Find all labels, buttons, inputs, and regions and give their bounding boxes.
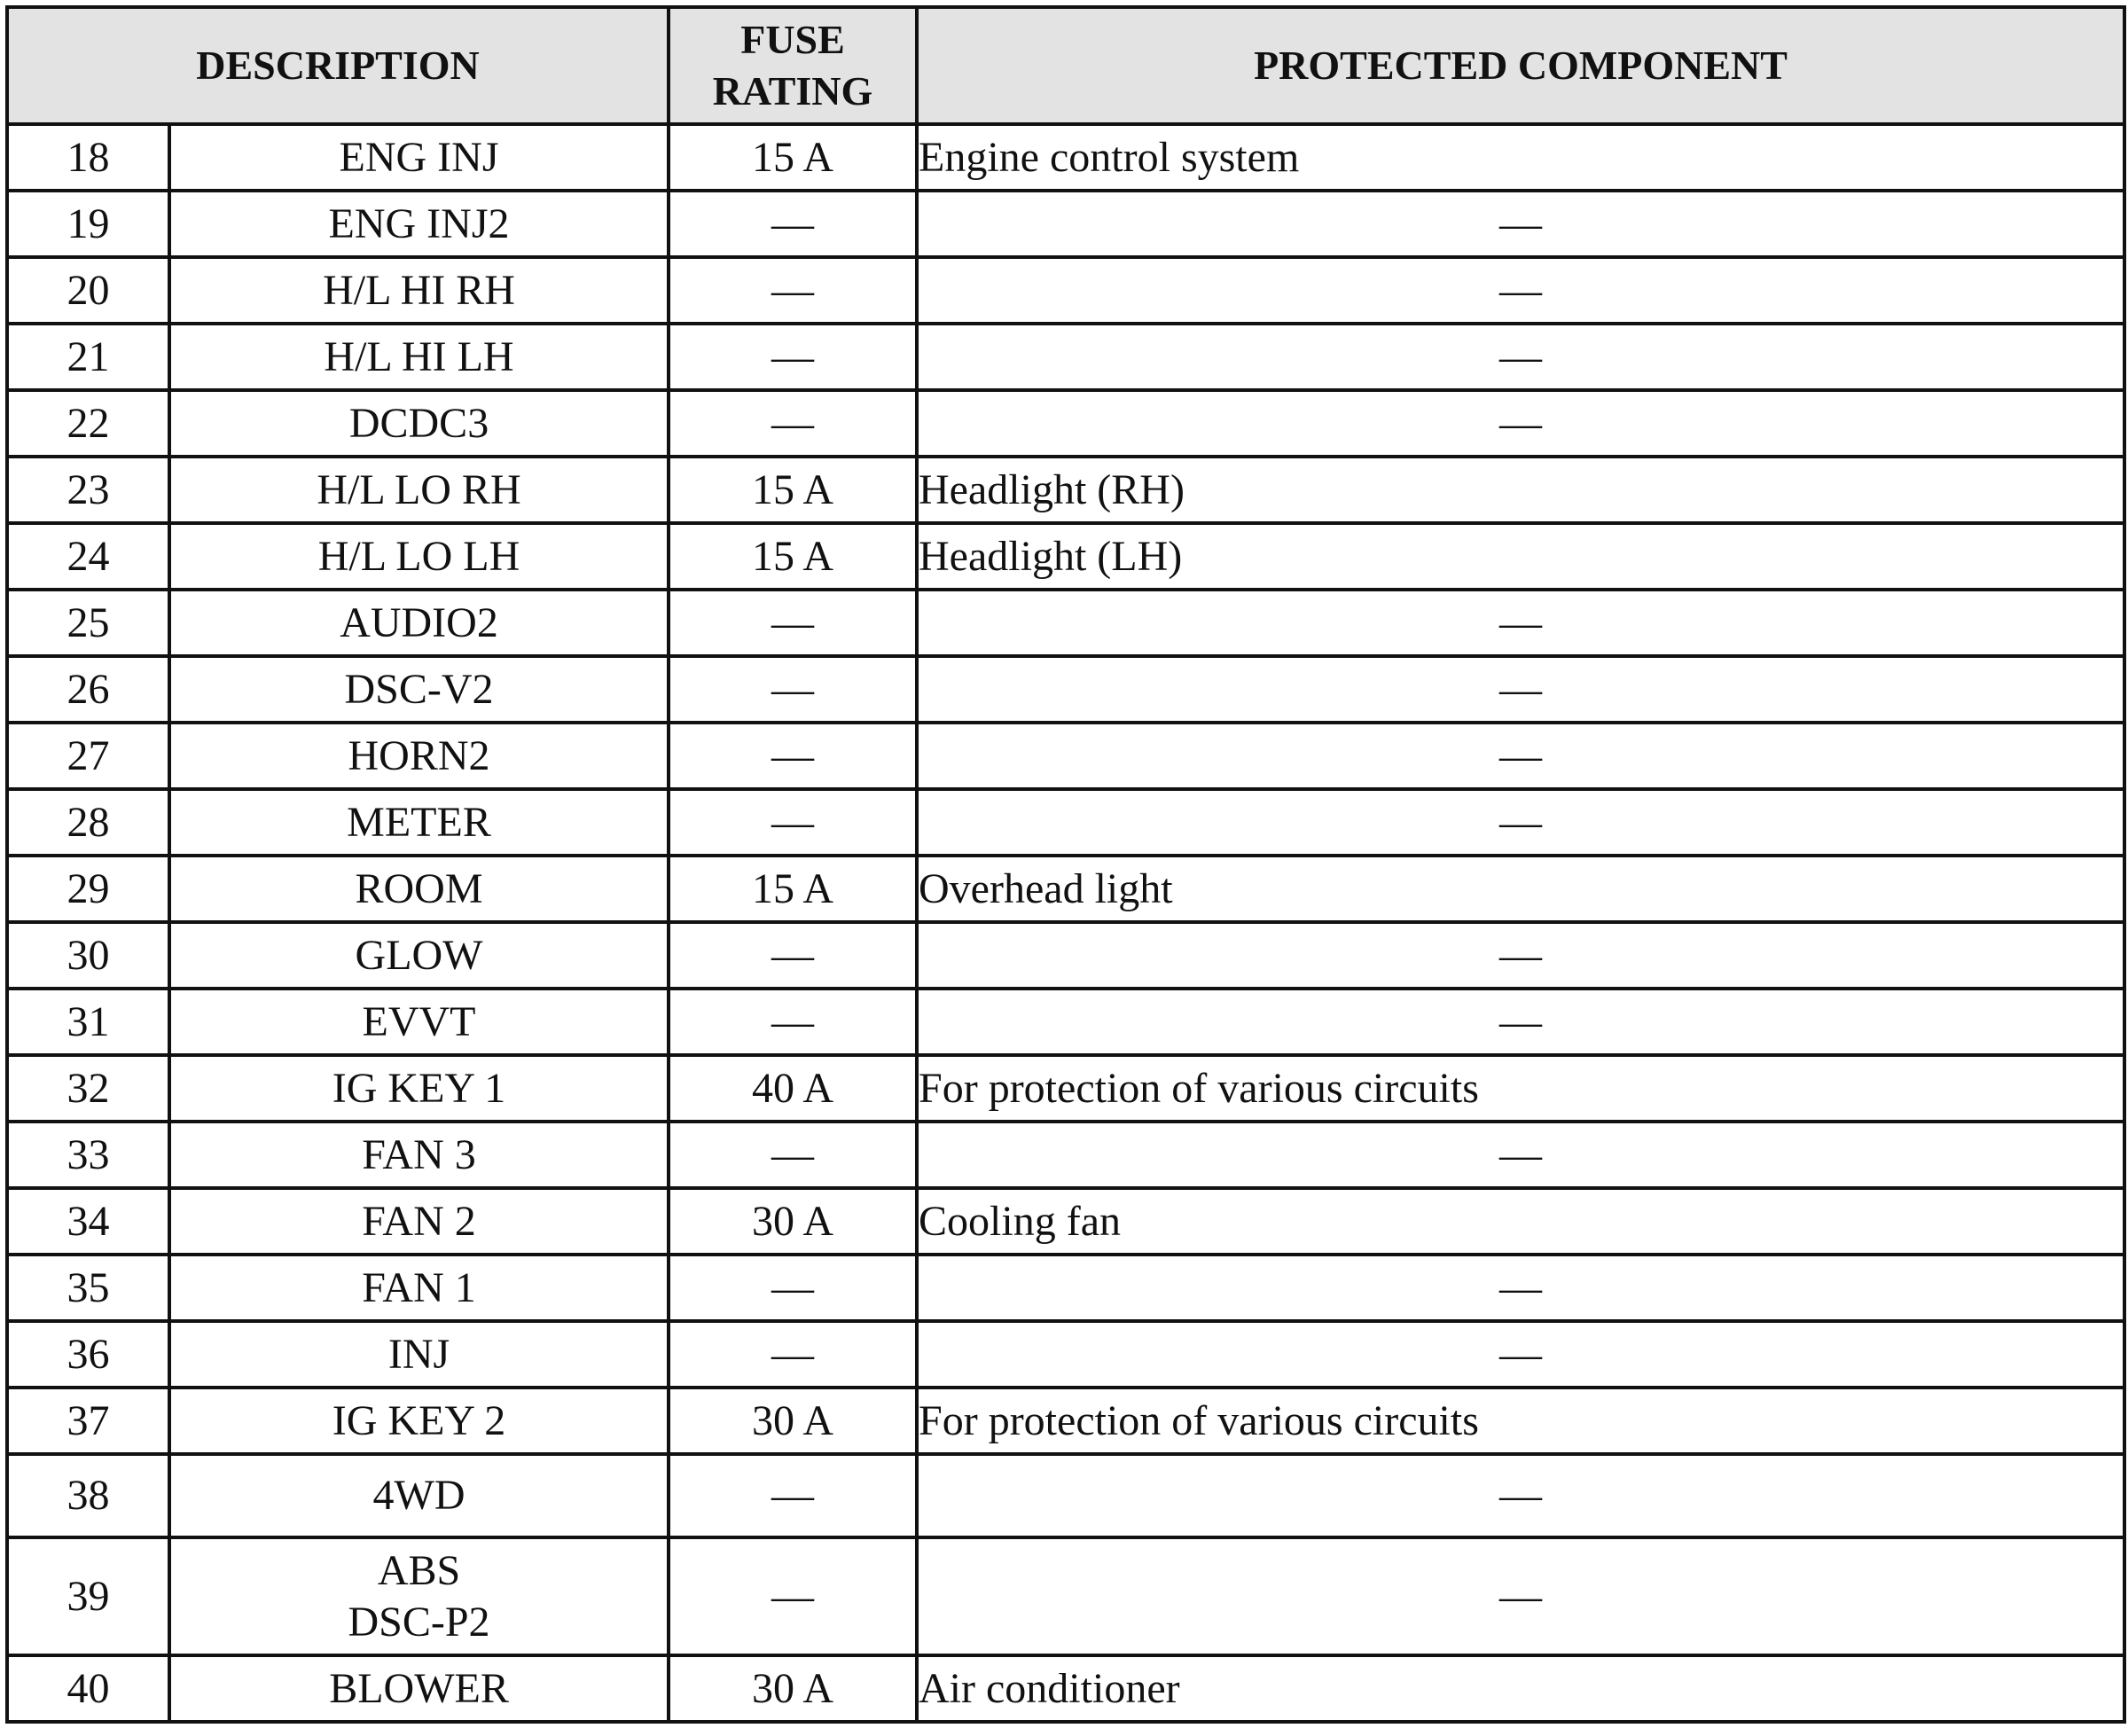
table-row <box>7 656 2124 723</box>
fuse-rating: — <box>669 656 917 723</box>
table-row <box>7 1537 2124 1655</box>
fuse-rating: — <box>669 1255 917 1321</box>
fuse-description: H/L LO LH <box>169 523 669 590</box>
fuse-number: 38 <box>7 1454 169 1537</box>
fuse-number: 32 <box>7 1055 169 1122</box>
fuse-number: 22 <box>7 390 169 457</box>
fuse-number: 29 <box>7 856 169 922</box>
fuse-number: 21 <box>7 324 169 390</box>
fuse-description: ENG INJ <box>169 124 669 191</box>
table-row <box>7 1055 2124 1122</box>
protected-component: — <box>917 191 2124 257</box>
fuse-rating: — <box>669 1454 917 1537</box>
protected-component: — <box>917 590 2124 656</box>
table-row <box>7 1122 2124 1188</box>
table-row <box>7 723 2124 789</box>
fuse-rating: — <box>669 257 917 324</box>
table-row <box>7 457 2124 523</box>
fuse-rating: — <box>669 789 917 856</box>
fuse-description: DCDC3 <box>169 390 669 457</box>
protected-component: — <box>917 1454 2124 1537</box>
fuse-number: 33 <box>7 1122 169 1188</box>
fuse-number: 24 <box>7 523 169 590</box>
protected-component: Headlight (RH) <box>917 457 2124 523</box>
fuse-description: H/L LO RH <box>169 457 669 523</box>
fuse-number: 20 <box>7 257 169 324</box>
fuse-description: METER <box>169 789 669 856</box>
fuse-number: 39 <box>7 1537 169 1655</box>
protected-component: Cooling fan <box>917 1188 2124 1255</box>
fuse-number: 36 <box>7 1321 169 1388</box>
fuse-description: FAN 3 <box>169 1122 669 1188</box>
fuse-rating: — <box>669 1537 917 1655</box>
protected-component: — <box>917 656 2124 723</box>
fuse-description: IG KEY 1 <box>169 1055 669 1122</box>
fuse-number: 26 <box>7 656 169 723</box>
fuse-rating: — <box>669 191 917 257</box>
fuse-rating: 15 A <box>669 856 917 922</box>
fuse-description: GLOW <box>169 922 669 989</box>
table-row <box>7 590 2124 656</box>
table-row <box>7 1454 2124 1537</box>
fuse-description: ROOM <box>169 856 669 922</box>
fuse-number: 35 <box>7 1255 169 1321</box>
protected-component: — <box>917 257 2124 324</box>
table-row <box>7 856 2124 922</box>
fuse-rating: 15 A <box>669 457 917 523</box>
fuse-rating: 30 A <box>669 1655 917 1722</box>
fuse-description: AUDIO2 <box>169 590 669 656</box>
protected-component: — <box>917 1255 2124 1321</box>
protected-component: — <box>917 1537 2124 1655</box>
fuse-rating: 30 A <box>669 1388 917 1454</box>
protected-component: — <box>917 723 2124 789</box>
table-row <box>7 124 2124 191</box>
protected-component: — <box>917 789 2124 856</box>
fuse-description: EVVT <box>169 989 669 1055</box>
table-row <box>7 523 2124 590</box>
fuse-number: 27 <box>7 723 169 789</box>
protected-component: — <box>917 922 2124 989</box>
fuse-number: 19 <box>7 191 169 257</box>
header-description: DESCRIPTION <box>7 7 669 124</box>
fuse-rating: — <box>669 723 917 789</box>
fuse-description: DSC-V2 <box>169 656 669 723</box>
fuse-number: 34 <box>7 1188 169 1255</box>
fuse-rating: — <box>669 324 917 390</box>
fuse-number: 37 <box>7 1388 169 1454</box>
header-row <box>7 7 2124 124</box>
fuse-number: 25 <box>7 590 169 656</box>
fuse-description: H/L HI LH <box>169 324 669 390</box>
fuse-rating: 30 A <box>669 1188 917 1255</box>
table-row <box>7 257 2124 324</box>
header-fuse-rating-line1: FUSE <box>740 17 845 62</box>
table-row <box>7 1655 2124 1722</box>
table-row <box>7 1321 2124 1388</box>
fuse-description: 4WD <box>169 1454 669 1537</box>
protected-component: — <box>917 989 2124 1055</box>
fuse-description: H/L HI RH <box>169 257 669 324</box>
fuse-number: 31 <box>7 989 169 1055</box>
fuse-description: BLOWER <box>169 1655 669 1722</box>
table-row <box>7 922 2124 989</box>
fuse-description: IG KEY 2 <box>169 1388 669 1454</box>
header-fuse-rating-line2: RATING <box>712 68 873 113</box>
fuse-description-line1: ABS <box>377 1546 461 1594</box>
protected-component: — <box>917 1122 2124 1188</box>
fuse-rating: — <box>669 390 917 457</box>
fuse-rating: — <box>669 1122 917 1188</box>
protected-component: Air conditioner <box>917 1655 2124 1722</box>
fuse-rating: — <box>669 922 917 989</box>
header-protected-component: PROTECTED COMPONENT <box>917 7 2124 124</box>
fuse-description: HORN2 <box>169 723 669 789</box>
fuse-description: INJ <box>169 1321 669 1388</box>
fuse-description: ENG INJ2 <box>169 191 669 257</box>
protected-component: For protection of various circuits <box>917 1388 2124 1454</box>
protected-component: For protection of various circuits <box>917 1055 2124 1122</box>
fuse-table <box>5 5 2126 1724</box>
fuse-rating: — <box>669 989 917 1055</box>
protected-component: — <box>917 1321 2124 1388</box>
table-row <box>7 989 2124 1055</box>
protected-component: — <box>917 390 2124 457</box>
fuse-number: 30 <box>7 922 169 989</box>
fuse-rating: 15 A <box>669 523 917 590</box>
table-row <box>7 324 2124 390</box>
fuse-number: 18 <box>7 124 169 191</box>
fuse-description: FAN 1 <box>169 1255 669 1321</box>
fuse-number: 23 <box>7 457 169 523</box>
table-row <box>7 1388 2124 1454</box>
fuse-description-line2: DSC-P2 <box>348 1598 490 1646</box>
protected-component: — <box>917 324 2124 390</box>
fuse-rating: 40 A <box>669 1055 917 1122</box>
fuse-description: FAN 2 <box>169 1188 669 1255</box>
protected-component: Overhead light <box>917 856 2124 922</box>
fuse-number: 40 <box>7 1655 169 1722</box>
protected-component: Engine control system <box>917 124 2124 191</box>
table-row <box>7 1255 2124 1321</box>
table-row <box>7 789 2124 856</box>
fuse-number: 28 <box>7 789 169 856</box>
fuse-rating: — <box>669 590 917 656</box>
table-row <box>7 390 2124 457</box>
header-fuse-rating <box>669 7 917 124</box>
protected-component: Headlight (LH) <box>917 523 2124 590</box>
fuse-description <box>169 1537 669 1655</box>
fuse-rating: 15 A <box>669 124 917 191</box>
table-row <box>7 191 2124 257</box>
fuse-rating: — <box>669 1321 917 1388</box>
table-row <box>7 1188 2124 1255</box>
